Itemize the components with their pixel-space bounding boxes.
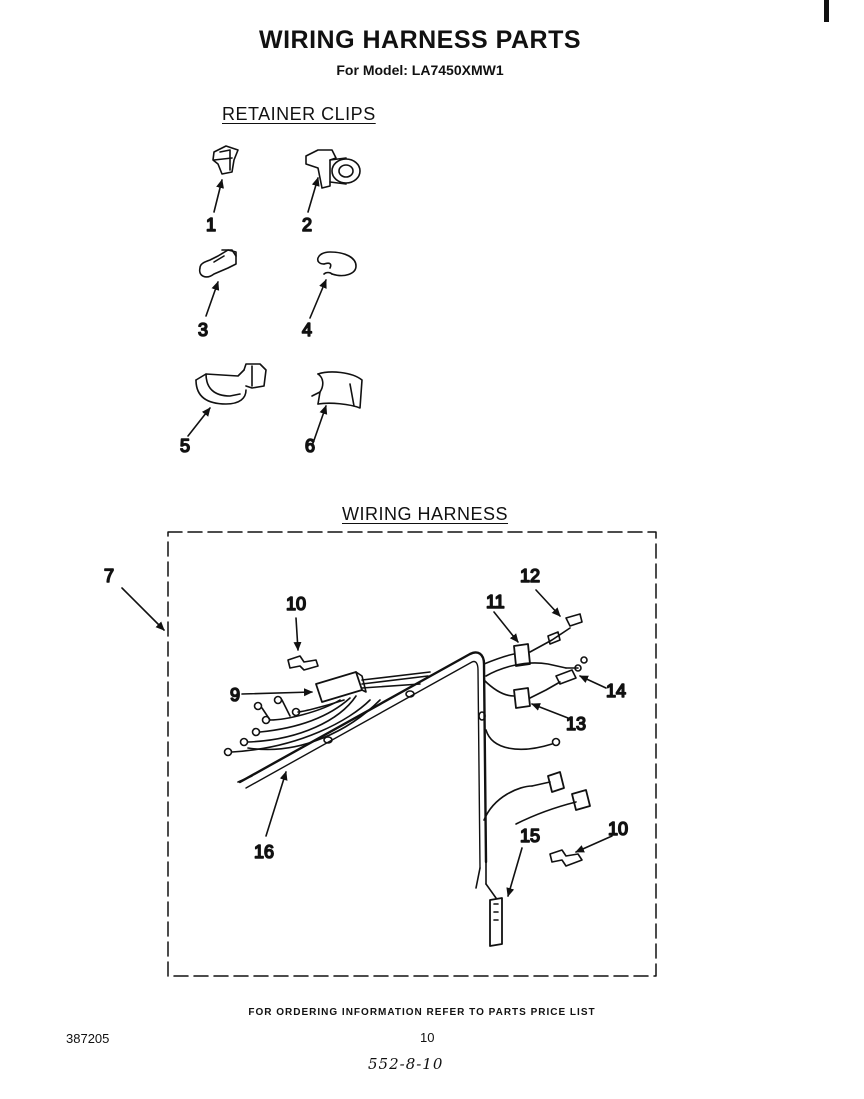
callout-10-upper: 10 bbox=[286, 594, 307, 614]
model-subtitle: For Model: LA7450XMW1 bbox=[336, 62, 504, 78]
callout-3: 3 bbox=[198, 320, 209, 340]
document-number: 387205 bbox=[66, 1031, 110, 1046]
retainer-clip-1 bbox=[213, 146, 238, 212]
wiring-harness-heading: WIRING HARNESS bbox=[342, 504, 509, 524]
callout-15: 15 bbox=[520, 826, 541, 846]
callout-13: 13 bbox=[566, 714, 587, 734]
callout-11: 11 bbox=[486, 592, 505, 612]
ordering-info: FOR ORDERING INFORMATION REFER TO PARTS PRICE LIST bbox=[248, 1007, 596, 1018]
callout-12: 12 bbox=[520, 566, 541, 586]
retainer-clip-5 bbox=[188, 364, 266, 436]
wiring-harness-assembly bbox=[225, 614, 591, 946]
callout-2: 2 bbox=[302, 215, 313, 235]
page-title: WIRING HARNESS PARTS bbox=[258, 26, 582, 54]
callout-7-arrow bbox=[122, 588, 164, 630]
retainer-clip-2 bbox=[306, 150, 360, 212]
callout-10-lower: 10 bbox=[608, 819, 629, 839]
callout-16: 16 bbox=[254, 842, 275, 862]
callout-14: 14 bbox=[606, 681, 627, 701]
callout-9: 9 bbox=[230, 685, 241, 705]
page-number: 10 bbox=[420, 1030, 435, 1045]
retainer-clip-3 bbox=[200, 250, 236, 316]
callout-5: 5 bbox=[180, 436, 191, 456]
scan-mark bbox=[824, 0, 829, 22]
callout-7: 7 bbox=[104, 566, 115, 586]
callout-4: 4 bbox=[302, 320, 313, 340]
retainer-clip-6 bbox=[312, 372, 362, 446]
harness-dashed-boundary bbox=[168, 532, 656, 976]
retainer-clip-4 bbox=[310, 252, 356, 318]
callout-1: 1 bbox=[206, 215, 217, 235]
handwritten-note: 552-8-10 bbox=[368, 1055, 444, 1073]
callout-6: 6 bbox=[305, 436, 316, 456]
retainer-clips-heading: RETAINER CLIPS bbox=[222, 104, 376, 124]
